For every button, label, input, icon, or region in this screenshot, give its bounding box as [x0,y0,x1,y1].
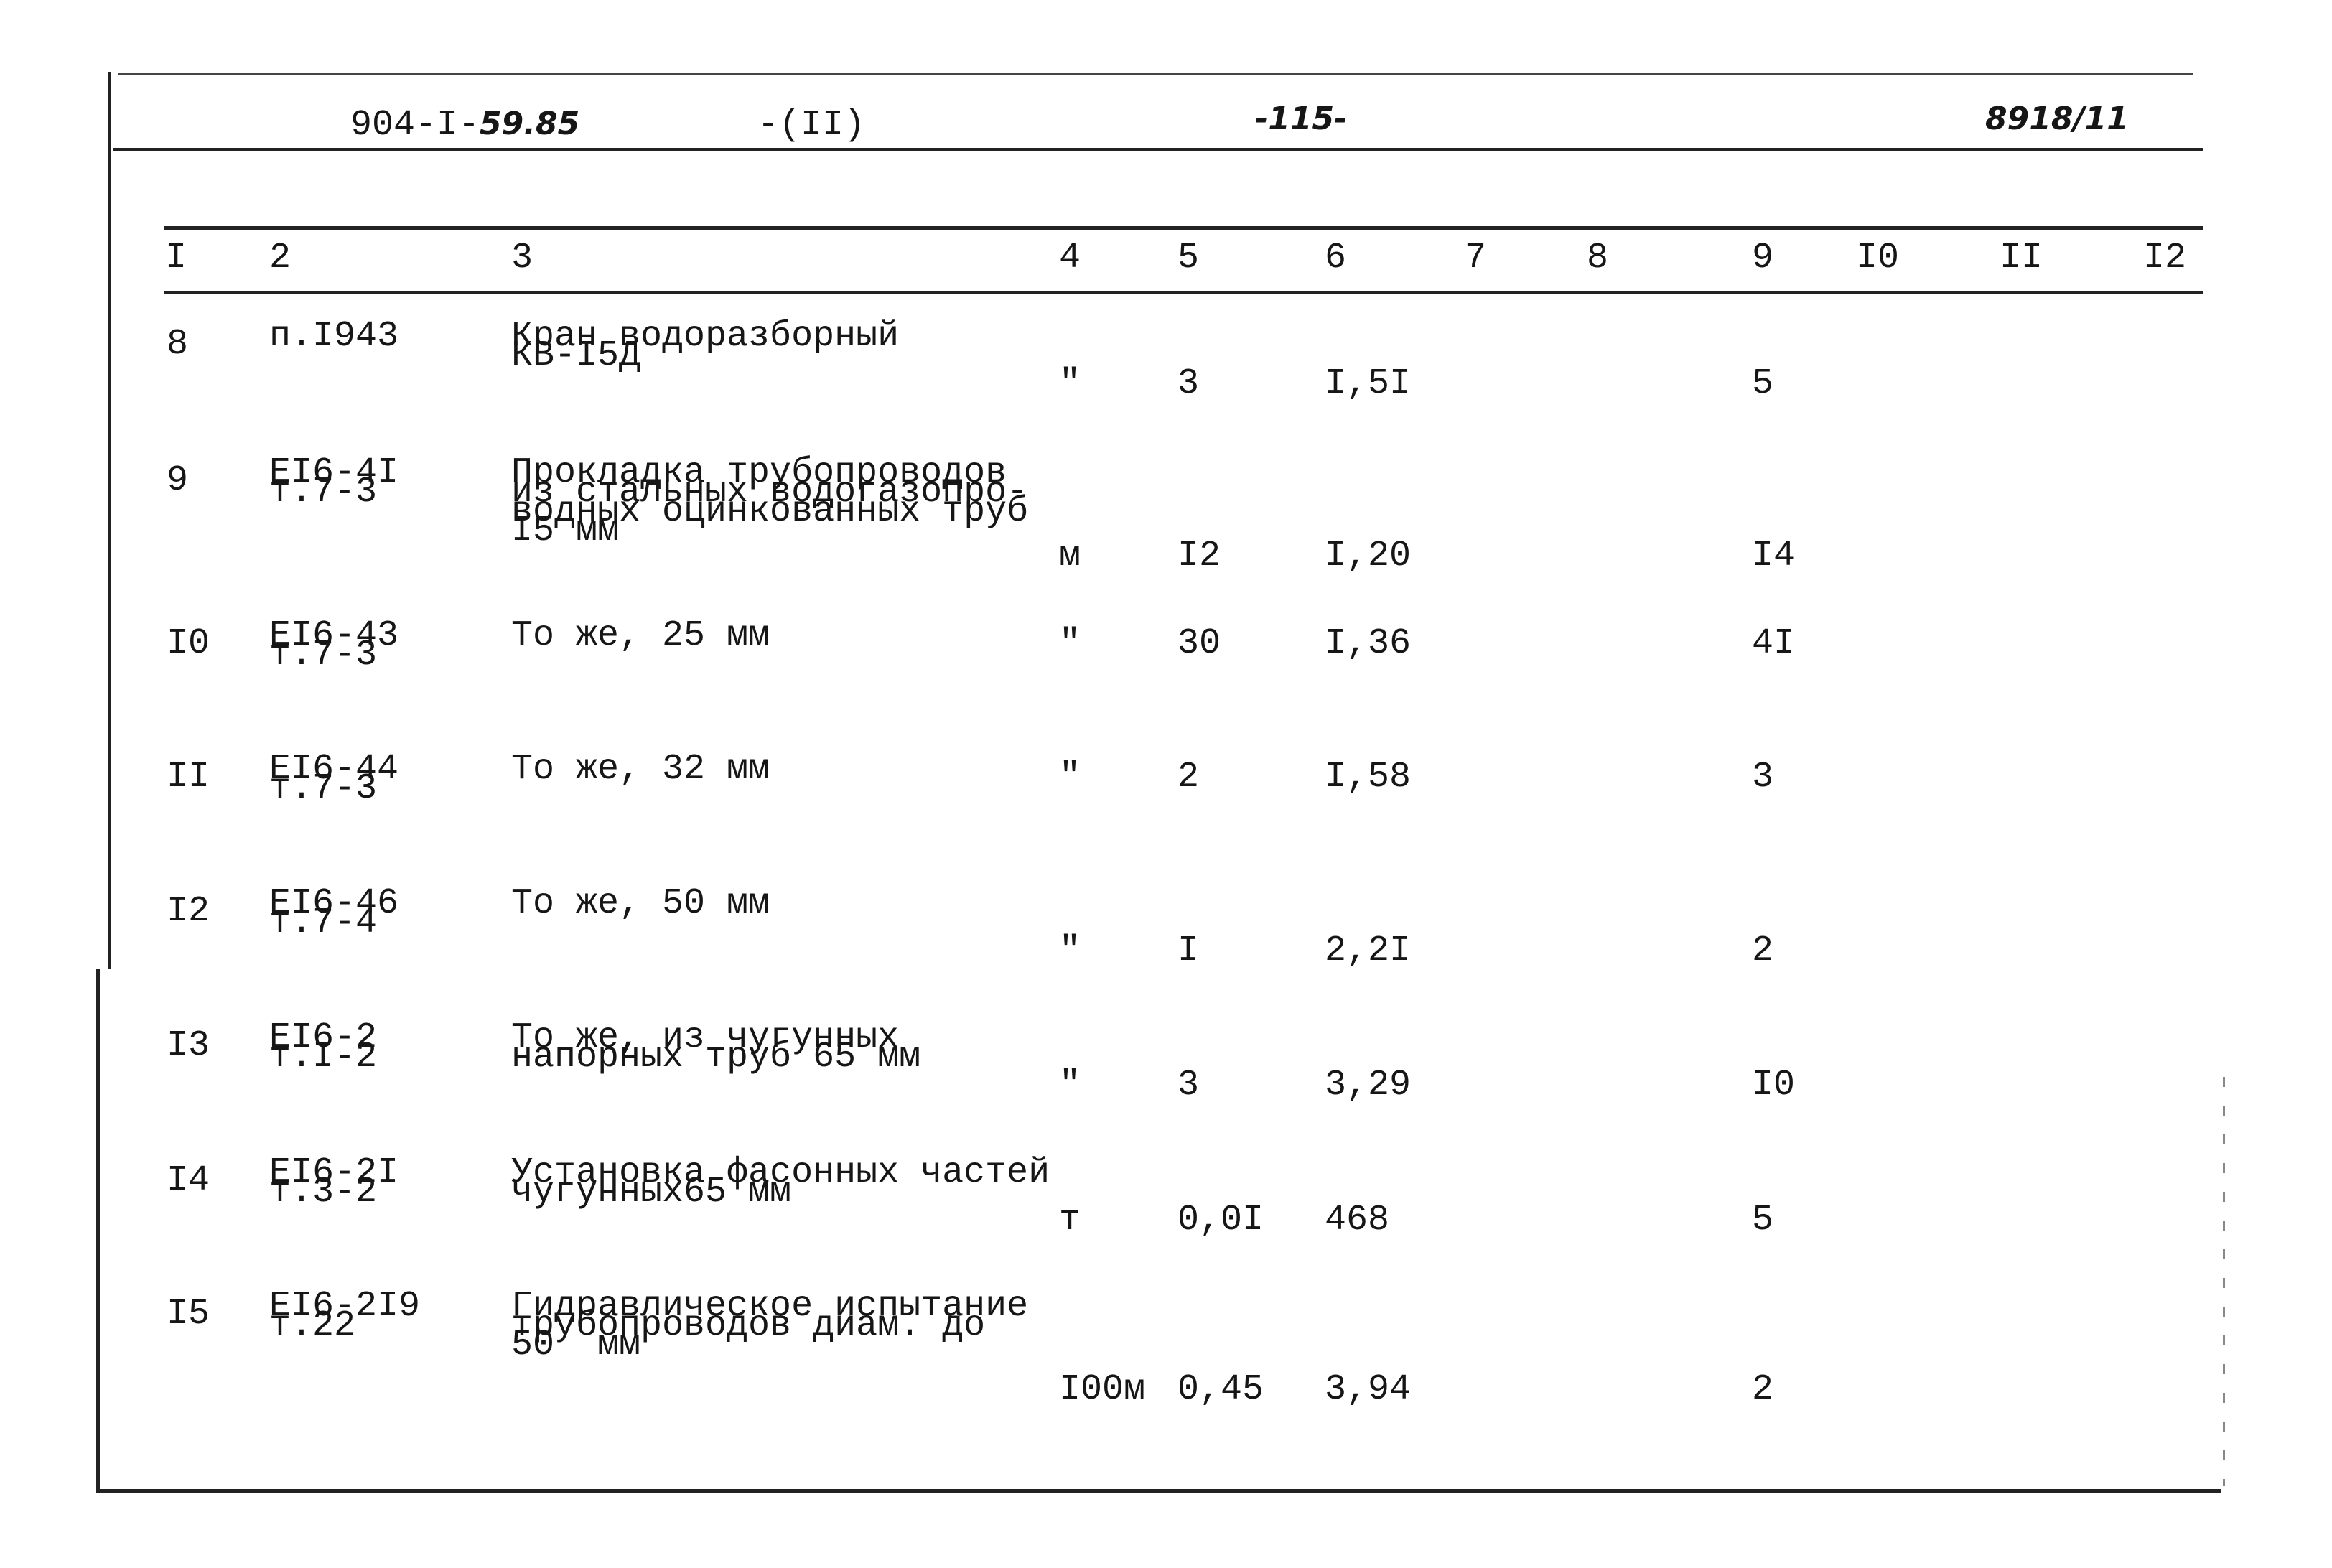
rate-code: EI6-2 т.I-2 [269,1017,378,1078]
unit-cell: " [1059,363,1081,404]
work-description: То же, 32 мм [511,749,770,790]
doc-code-typed: 904-I- [350,105,480,146]
frame-left-line [108,72,111,969]
rate-code: EI6-43 т.7-3 [269,615,399,676]
doc-code-handwritten: 59.85 [480,106,580,142]
row-number: I2 [167,891,210,932]
column-header: 8 [1587,238,1609,279]
unit-price-cell: 2,2I [1325,930,1412,971]
total-cell: I0 [1752,1065,1796,1106]
column-header: II [2000,238,2043,279]
quantity-cell: I [1177,930,1200,971]
table-header-bottom-line [164,291,2203,294]
unit-cell: " [1059,1065,1081,1106]
rate-code: п.I943 [269,316,399,357]
frame-right-dashed-line [2223,1077,2225,1486]
row-number: I5 [167,1294,210,1335]
unit-price-cell: I,20 [1325,536,1412,577]
quantity-cell: 0,45 [1177,1369,1264,1410]
column-header: 5 [1177,238,1200,279]
total-cell: I4 [1752,536,1796,577]
total-cell: 4I [1752,623,1796,664]
unit-price-cell: I,36 [1325,623,1412,664]
unit-cell: " [1059,757,1081,798]
work-description: Прокладка трубопроводов из стальных водогазопро- водных оцинкованных труб I5 мм [511,452,1029,551]
frame-top-line [118,73,2193,75]
unit-price-cell: I,58 [1325,757,1412,798]
work-description: То же, 50 мм [511,883,770,924]
total-cell: 5 [1752,1200,1774,1241]
quantity-cell: I2 [1177,536,1221,577]
column-header: 4 [1059,238,1081,279]
unit-cell: " [1059,623,1081,664]
work-description: Установка фасонных частей чугунных65 мм [511,1152,1050,1213]
column-header: I [165,238,187,279]
total-cell: 3 [1752,757,1774,798]
rate-code: EI6-4I т.7-3 [269,452,399,513]
column-header: 9 [1752,238,1774,279]
quantity-cell: 0,0I [1177,1200,1264,1241]
total-cell: 2 [1752,930,1774,971]
row-number: I0 [167,623,210,664]
total-cell: 5 [1752,363,1774,404]
row-number: I3 [167,1025,210,1066]
rate-code: EI6-2I9 т.22 [269,1286,421,1346]
unit-price-cell: 468 [1325,1200,1390,1241]
row-number: II [167,757,210,798]
page-number: -115- [1255,101,1348,137]
unit-price-cell: 3,94 [1325,1369,1412,1410]
quantity-cell: 3 [1177,1065,1200,1106]
column-header: I2 [2143,238,2187,279]
part-number: -(II) [757,105,866,146]
work-description: То же, из чугунных напорных труб 65 мм [511,1017,921,1078]
unit-cell: т [1059,1200,1081,1241]
unit-price-cell: I,5I [1325,363,1412,404]
work-description: Гидравлическое испытание трубопроводов диам. до 50 мм [511,1286,1029,1366]
frame-left-line-lower [96,969,100,1493]
table-header-top-line [164,226,2203,230]
work-description: Кран водоразборный КВ-I5Д [511,316,900,376]
unit-cell: м [1059,536,1081,577]
work-description: То же, 25 мм [511,615,770,656]
frame-bottom-line [96,1489,2221,1493]
doc-code [350,106,579,144]
quantity-cell: 2 [1177,757,1200,798]
row-number: I4 [167,1160,210,1201]
rate-code: EI6-2I т.3-2 [269,1152,399,1213]
unit-cell: " [1059,930,1081,971]
row-number: 9 [167,460,189,501]
column-header: 6 [1325,238,1347,279]
sheet-number: 8918/11 [1985,101,2129,137]
row-number: 8 [167,324,189,365]
quantity-cell: 30 [1177,623,1221,664]
column-header: I0 [1856,238,1900,279]
unit-price-cell: 3,29 [1325,1065,1412,1106]
rate-code: EI6-46 т.7-4 [269,883,399,943]
header-underline [113,148,2203,151]
unit-cell: I00м [1059,1369,1146,1410]
column-header: 3 [511,238,533,279]
column-header: 2 [269,238,292,279]
total-cell: 2 [1752,1369,1774,1410]
quantity-cell: 3 [1177,363,1200,404]
rate-code: EI6-44 т.7-3 [269,749,399,809]
column-header: 7 [1465,238,1487,279]
